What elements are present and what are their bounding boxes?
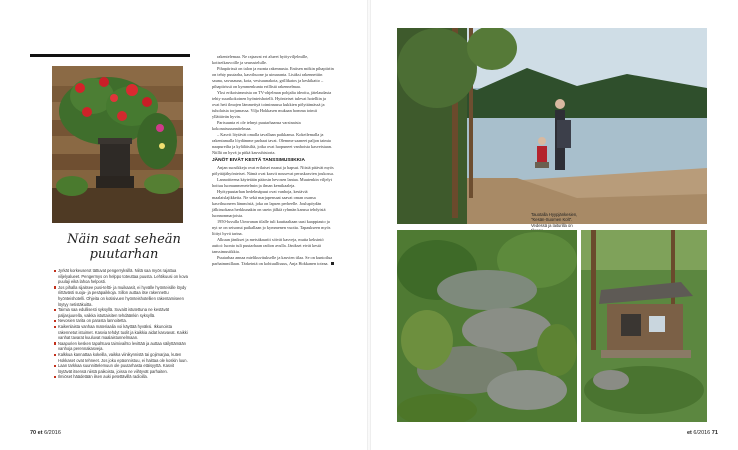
photo-rock-garden [397, 230, 577, 422]
sidebar-title: Näin saat seheän puutarhan [67, 232, 181, 262]
body-paragraph: Alkuun jänikset ja metsäkauriit söivät kasveja, mutta keksintö auttoi: luonto tuli puutarhaan radion avulla. Jänikset eivät kestä tanssimusiikkia. [212, 237, 324, 254]
magazine-logo: et [687, 430, 692, 436]
body-paragraph: Lannoitteena käytetään pääosin hevosen lantaa. Muutenkin viljelyt hoituu luomunmenetelmin ja ilman kemikaaleja. [212, 177, 332, 188]
list-item: Kalkkua kannattaa kokeilla, vaikka viinikynnistä tai gojimarjaa, kuten Hokkaset ovat tehneet. Jos joku epäonnistuu, ei haittaa ole koskin luun. [54, 352, 189, 363]
tips-list [54, 268, 189, 380]
body-paragraph: Anjan suosikkeja ovat erilaiset ruusut ja hapsut. Niistä pitävät myös pölyttäjähyönteiset. Nämä ovat kasvit nousevat peruskasvien joukossa. [212, 165, 334, 176]
list-item: Naapurien kesken tapahtuva taimivaihto levittää ja auttaa säilyttämään vanhoja perennakasveja. [54, 341, 189, 352]
issue-number: 6/2016 [44, 430, 61, 436]
body-paragraph: Hyötypuutarhan hedelmäpuut ovat vanhoja, kestäviä maalaislajikkeita. Ne sekä marjapensaat saavat oman osansa kasvihuoneen lämmöstä, joka on lapsen perheelle. Joulupöydän jälkiruokana herkkunakin on usein jälkiä ryhmän kanssa tehdyistä luonnonmarjoista. [212, 189, 326, 218]
photo-lakeside-couple [397, 28, 707, 224]
list-item: Jos pihalla sijaitsee pusi-teltti- ja muikaasit, ei hyvälle hyönteisille löydy riittävästi suoja- ja pesäpaikkoja. Sillon auttaa itse rakennettu hyönteishotelli. Ohjeita on kotisivuen hyönteishotellien rakentamiseen löytyy netistäkuitta. [54, 285, 189, 307]
body-paragraph [212, 255, 334, 267]
right-page [369, 0, 738, 450]
photo-caption: Tauotalla Hyypjänkesien, "Kesän-Suomen Kolt". Vedessä ja laiturilla on [531, 212, 578, 228]
body-paragraph: Pihapiirissä on talon ja monta rakennusta. Entisen mökin pihapiiriin on tehty puutarha, kasvihuone ja uimaranta. Lisäksi rakennettiin sauna, savusauna, kota, vesisaunakota, grillikatos ja keskikatto – pihapiirissä on kymmenkunta erillistä rakennelmaa. [212, 66, 334, 89]
end-mark [331, 262, 334, 265]
list-item: Taimia saa edullisesti syksyllä. Suvaitt istutettuna ne kestävät paljasjuurella, vaikka istuttaisiten tehdäänkin syksyllä. [54, 307, 189, 318]
body-paragraph: Yksi erikoisimmista on TV-ohjelman pohjalta ideoitu, jätelaudasta tehty suurikokoinen hyönteishotelli. Hyönteiset tulevat hotelliin ja ovat heti ilmojen lämmettyä toiminnassa kukkien pölyttämässä ja tuholaisia torjumassa. Vilja Hokkasen mukaan homma toimii yllättävän hyvin. [212, 90, 332, 119]
last-paragraph-text: Puutarhaa annaa mielikuvitukselle ja kasvien tilaa. Se on kuntoilua parhaimmillaan. Tärkeintä on kohtuullisuus, Anja Hokkanen toteaa. [212, 255, 333, 266]
list-item: Ilmiöset häädetään ilsen auki petettävillä radioilla. [54, 374, 189, 380]
body-paragraph: 1950-luvulla Uimvanan tilalle tuli kauttaaltaan uusi kaappiauto ja nyt se on seisonut paikallaan jo kymmenen vuotta. Tapaukseen myös liittyi hyvä tarina. [212, 219, 331, 236]
issue-number: 6/2016 [693, 430, 711, 436]
folio-right [687, 430, 718, 436]
body-paragraph: Parisuunta ei ole tehnyt puutarhaansa varsinaista kokonaissuunnitelmaa. [212, 120, 301, 131]
photo-sauna-hut [581, 230, 707, 422]
body-paragraph: – Kasvit löytävät omalla tavallaan paikkansa. Kokeilemalla ja rakentamalla löydämme parhaat tavat. Olemme saaneet paljon taimia naapureilta ja kyläläisiltä, jotka ovat luopuneet vanhoista kasveistaan. Niillä on hyvä ja pitkä kasvuhistoria. [212, 132, 332, 155]
list-item: Jyrkät korkeuserot tättuvat pengerryksillä. Niitä saa myös rajattua viljelyalueet. Pengermys on helppo toteuttaa puusta. Lehtikuusi on kova puulaji eikä lahoa helposti. [54, 268, 189, 285]
article-body [212, 54, 334, 267]
list-item: Nevosien tarita on parasta lannoitetta. [54, 318, 189, 324]
body-paragraph: rakentelemaa. Ne rajaavat eri alueet hyötyviljelmille, kotiseikasvoille ja seurustelulle. [212, 54, 309, 65]
list-item: Laan tarkkaa suunnittelemuun ole puutarhasta etäisyyttä. Kasvit löytävät itsensä niistä paikoista, joissa ne viihtyvät parhaiten. [54, 363, 189, 374]
list-item: Kaikenlaista vanhaa materiaalia voi käyttää hyväksi. Ikkunoista rakennetut istuimet. Kasvia tehdyt tuolit ja kaikkia aidat kasvavat. Kaikki vanhat tavarat kuuluvat maalaistunnelmaan. [54, 324, 189, 341]
magazine-logo: et [37, 430, 43, 436]
folio-left [30, 430, 61, 436]
subheading: JÄNÖT EIVÄT KESTÄ TANSSIMUSIIKKIA [212, 158, 305, 163]
header-rule [30, 54, 190, 57]
photo-flower-pot [52, 66, 183, 223]
page-number: 71 [711, 430, 718, 436]
page-number: 70 [30, 430, 37, 436]
